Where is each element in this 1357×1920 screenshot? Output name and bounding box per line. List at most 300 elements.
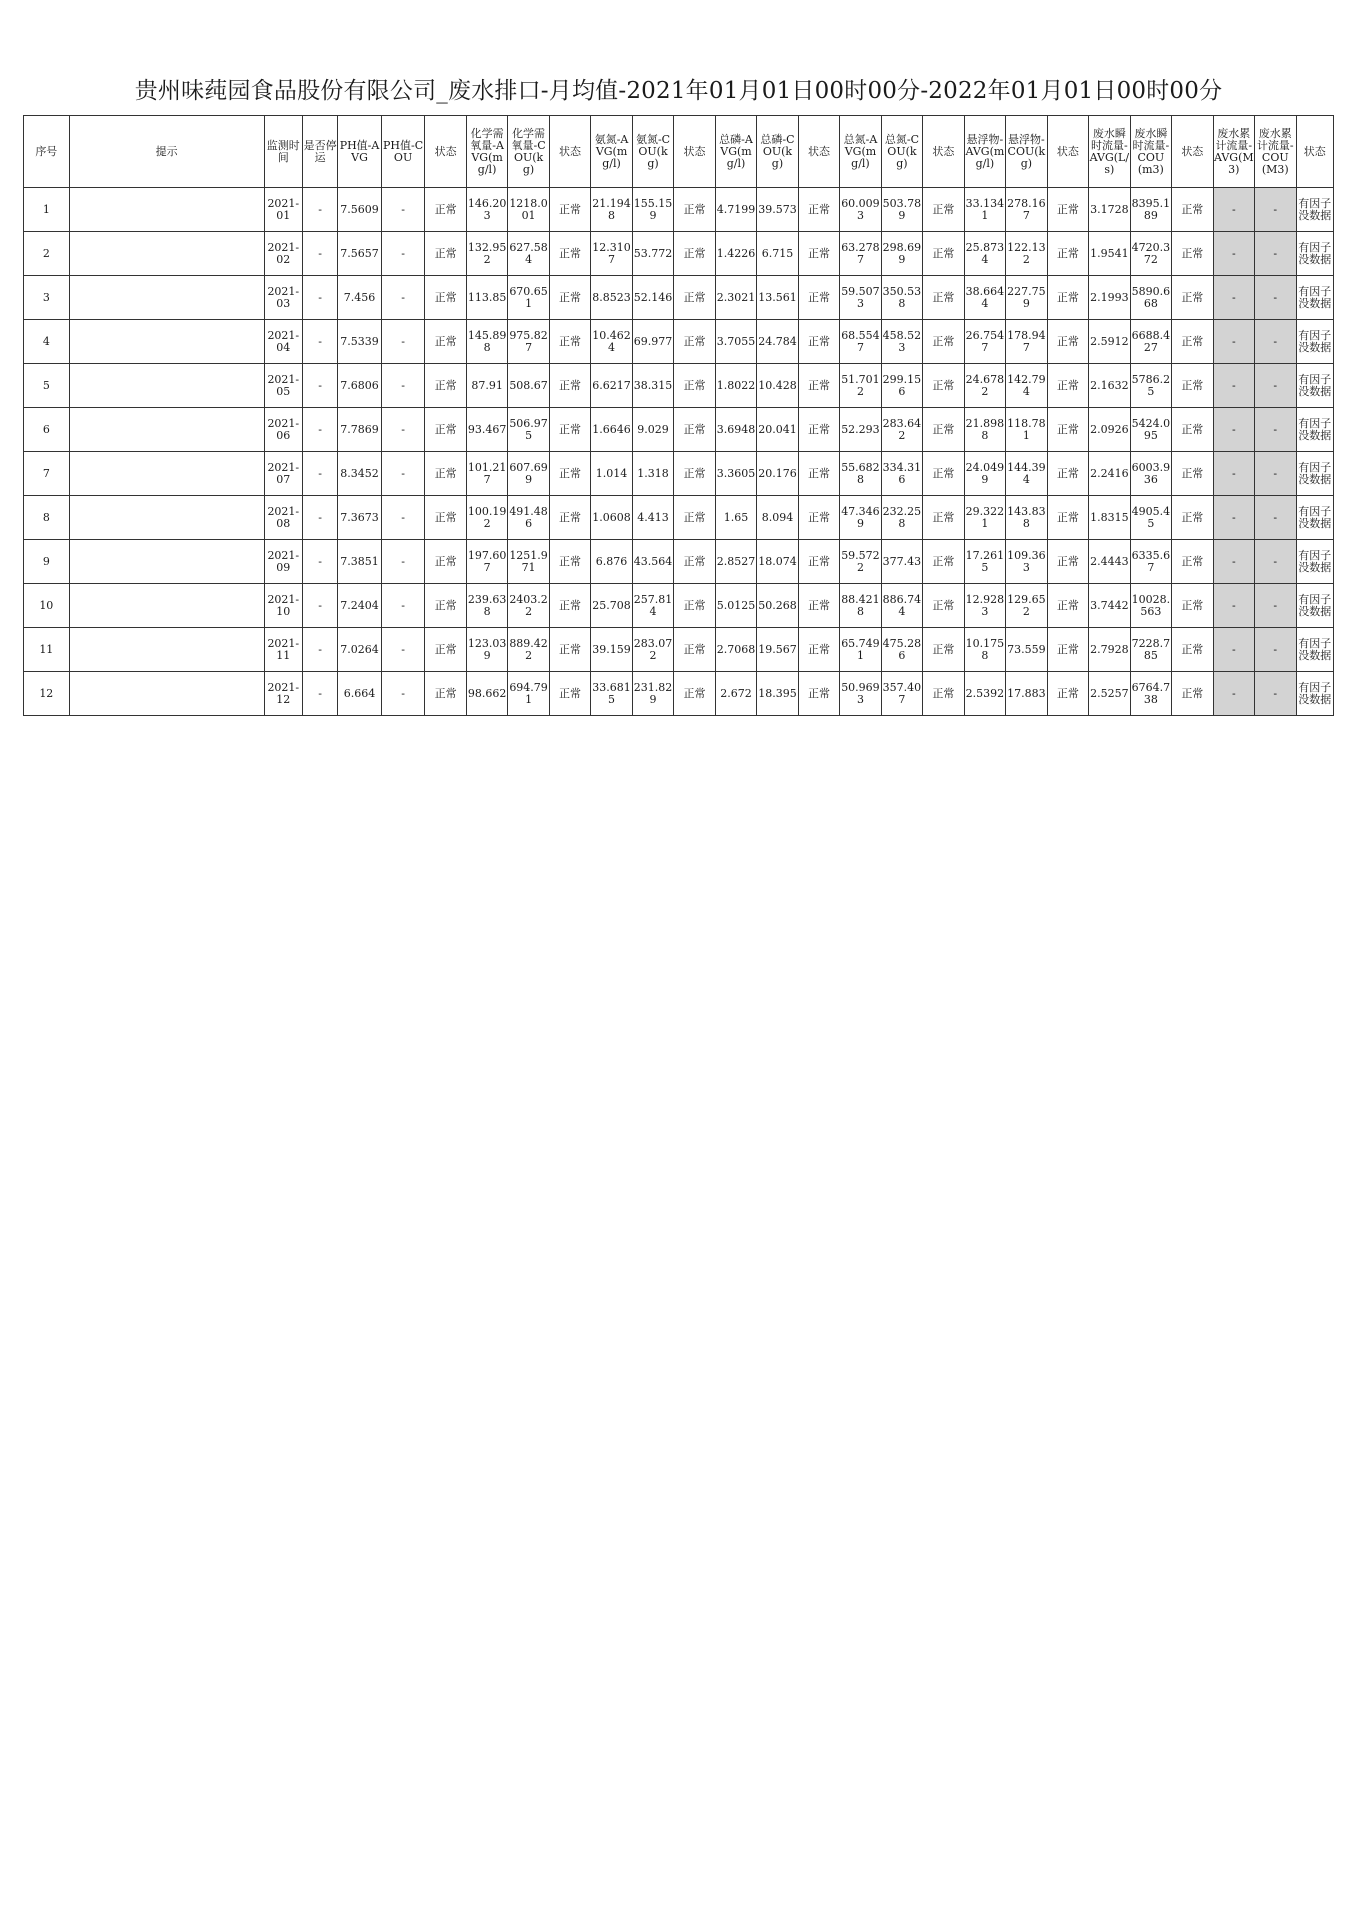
table-cell: 正常	[674, 584, 715, 628]
table-cell: 2.672	[715, 672, 756, 716]
table-cell: 正常	[1047, 628, 1088, 672]
table-cell: 正常	[1172, 628, 1213, 672]
table-cell: 正常	[549, 584, 590, 628]
table-cell: 2.8527	[715, 540, 756, 584]
table-cell: 正常	[1047, 320, 1088, 364]
table-cell: 60.0093	[840, 188, 881, 232]
table-cell: 正常	[549, 232, 590, 276]
table-cell: 2.2416	[1089, 452, 1130, 496]
table-cell: 正常	[923, 540, 964, 584]
table-cell: -	[1213, 364, 1254, 408]
table-cell: 8.8523	[591, 276, 632, 320]
column-header: 状态	[1047, 116, 1088, 188]
table-cell: 69.977	[632, 320, 673, 364]
table-cell: -	[1213, 496, 1254, 540]
table-cell: 12.9283	[964, 584, 1005, 628]
table-cell: 1251.971	[508, 540, 549, 584]
table-cell: -	[302, 540, 337, 584]
table-cell: 132.952	[466, 232, 507, 276]
table-cell: 正常	[1047, 496, 1088, 540]
table-cell: 52.146	[632, 276, 673, 320]
table-cell: 1	[24, 188, 70, 232]
table-cell: 25.8734	[964, 232, 1005, 276]
table-cell: 278.167	[1006, 188, 1047, 232]
table-cell: 6.6217	[591, 364, 632, 408]
table-cell: 正常	[549, 452, 590, 496]
table-cell: 正常	[425, 232, 466, 276]
table-cell: 2021-09	[264, 540, 302, 584]
table-cell: 63.2787	[840, 232, 881, 276]
table-cell: 889.422	[508, 628, 549, 672]
table-cell: 17.2615	[964, 540, 1005, 584]
table-cell: 正常	[549, 540, 590, 584]
table-cell: 正常	[425, 540, 466, 584]
table-cell: 2.1632	[1089, 364, 1130, 408]
table-cell: 正常	[549, 496, 590, 540]
table-cell: 155.159	[632, 188, 673, 232]
table-cell: 3.6948	[715, 408, 756, 452]
table-cell: 12	[24, 672, 70, 716]
table-cell: 2.5392	[964, 672, 1005, 716]
table-cell: 670.651	[508, 276, 549, 320]
table-cell: 197.607	[466, 540, 507, 584]
table-cell: 12.3107	[591, 232, 632, 276]
table-cell: 5	[24, 364, 70, 408]
column-header: 总氮-COU(kg)	[881, 116, 922, 188]
table-cell: 正常	[1172, 276, 1213, 320]
table-cell: -	[381, 408, 425, 452]
table-cell: -	[1255, 584, 1296, 628]
table-cell: -	[302, 584, 337, 628]
table-cell: 正常	[425, 672, 466, 716]
table-cell: 3.7055	[715, 320, 756, 364]
table-cell: 8.3452	[338, 452, 382, 496]
table-cell: 38.6644	[964, 276, 1005, 320]
table-cell: 有因子没数据	[1296, 672, 1333, 716]
table-row	[24, 408, 1334, 452]
table-cell: 2021-08	[264, 496, 302, 540]
table-cell: 87.91	[466, 364, 507, 408]
column-header: 废水瞬时流量-AVG(L/s)	[1089, 116, 1130, 188]
table-cell: -	[1213, 452, 1254, 496]
table-cell: 正常	[549, 188, 590, 232]
table-cell: 475.286	[881, 628, 922, 672]
table-cell: 1.9541	[1089, 232, 1130, 276]
table-row	[24, 276, 1334, 320]
table-cell: -	[302, 188, 337, 232]
table-cell: 53.772	[632, 232, 673, 276]
column-header: 废水累计流量-COU(M3)	[1255, 116, 1296, 188]
table-cell: 145.898	[466, 320, 507, 364]
table-cell: 18.074	[757, 540, 798, 584]
table-cell: 11	[24, 628, 70, 672]
table-cell: 2021-07	[264, 452, 302, 496]
table-cell: 正常	[798, 232, 839, 276]
column-header: 序号	[24, 116, 70, 188]
table-cell: -	[1255, 364, 1296, 408]
table-cell: 有因子没数据	[1296, 232, 1333, 276]
table-cell: 正常	[1047, 188, 1088, 232]
table-cell: 6.876	[591, 540, 632, 584]
table-cell: 24.784	[757, 320, 798, 364]
table-cell: 50.9693	[840, 672, 881, 716]
table-cell: 4905.45	[1130, 496, 1171, 540]
table-cell	[69, 672, 264, 716]
table-cell	[69, 364, 264, 408]
table-cell: 正常	[674, 408, 715, 452]
table-cell: 正常	[923, 628, 964, 672]
table-cell: 17.883	[1006, 672, 1047, 716]
table-cell: 2.4443	[1089, 540, 1130, 584]
table-cell: 2021-06	[264, 408, 302, 452]
table-cell: 24.0499	[964, 452, 1005, 496]
column-header: 监测时间	[264, 116, 302, 188]
table-cell: -	[302, 364, 337, 408]
table-cell: 正常	[1047, 276, 1088, 320]
table-cell: 19.567	[757, 628, 798, 672]
table-cell: 正常	[923, 232, 964, 276]
table-cell: 7.456	[338, 276, 382, 320]
table-cell: -	[381, 584, 425, 628]
table-cell: 4.7199	[715, 188, 756, 232]
column-header: 总磷-COU(kg)	[757, 116, 798, 188]
table-cell: 377.43	[881, 540, 922, 584]
table-cell: 5890.668	[1130, 276, 1171, 320]
column-header: 状态	[1296, 116, 1333, 188]
table-cell: -	[1213, 320, 1254, 364]
table-cell: 299.156	[881, 364, 922, 408]
table-cell: 51.7012	[840, 364, 881, 408]
table-row	[24, 496, 1334, 540]
table-cell: 694.791	[508, 672, 549, 716]
table-cell: 正常	[798, 276, 839, 320]
table-cell: -	[1255, 540, 1296, 584]
table-cell: 正常	[923, 672, 964, 716]
column-header: 状态	[1172, 116, 1213, 188]
table-cell: 有因子没数据	[1296, 320, 1333, 364]
table-cell: -	[381, 672, 425, 716]
table-cell: -	[1255, 496, 1296, 540]
table-cell: 33.6815	[591, 672, 632, 716]
table-cell: 68.5547	[840, 320, 881, 364]
table-cell: 2.0926	[1089, 408, 1130, 452]
table-cell: 正常	[798, 452, 839, 496]
table-cell: -	[381, 628, 425, 672]
column-header: 是否停运	[302, 116, 337, 188]
table-cell: 6003.936	[1130, 452, 1171, 496]
table-cell: 正常	[674, 496, 715, 540]
table-cell: 正常	[923, 452, 964, 496]
column-header: 化学需氧量-COU(kg)	[508, 116, 549, 188]
table-cell: -	[1213, 672, 1254, 716]
table-cell: 正常	[425, 496, 466, 540]
table-cell: 有因子没数据	[1296, 364, 1333, 408]
table-cell: 7.3673	[338, 496, 382, 540]
column-header: 提示	[69, 116, 264, 188]
table-cell: 142.794	[1006, 364, 1047, 408]
table-cell: 144.394	[1006, 452, 1047, 496]
table-cell: 975.827	[508, 320, 549, 364]
table-cell: -	[1255, 672, 1296, 716]
table-cell: 298.699	[881, 232, 922, 276]
table-cell: -	[1213, 188, 1254, 232]
table-cell: 122.132	[1006, 232, 1047, 276]
table-cell: 10.4624	[591, 320, 632, 364]
table-cell: -	[381, 320, 425, 364]
table-cell: 129.652	[1006, 584, 1047, 628]
table-cell: 7.2404	[338, 584, 382, 628]
table-cell: 7	[24, 452, 70, 496]
table-cell: 146.203	[466, 188, 507, 232]
table-cell: -	[302, 496, 337, 540]
table-cell: 503.789	[881, 188, 922, 232]
table-cell: -	[1255, 628, 1296, 672]
table-cell: 正常	[798, 672, 839, 716]
table-cell: 正常	[923, 496, 964, 540]
report-title: 贵州味莼园食品股份有限公司_废水排口-月均值-2021年01月01日00时00分-2022年01月01日00时00分	[134, 78, 1223, 104]
table-cell: 55.6828	[840, 452, 881, 496]
table-cell: 100.192	[466, 496, 507, 540]
table-cell: 607.699	[508, 452, 549, 496]
table-cell: -	[1213, 584, 1254, 628]
table-cell: 有因子没数据	[1296, 584, 1333, 628]
table-cell: 231.829	[632, 672, 673, 716]
table-cell	[69, 584, 264, 628]
table-cell: 458.523	[881, 320, 922, 364]
table-cell: 1218.001	[508, 188, 549, 232]
table-cell: 正常	[1172, 364, 1213, 408]
table-cell	[69, 188, 264, 232]
table-cell	[69, 496, 264, 540]
table-cell: 7.5339	[338, 320, 382, 364]
column-header: PH值-AVG	[338, 116, 382, 188]
table-cell: 2021-12	[264, 672, 302, 716]
table-cell: 正常	[549, 628, 590, 672]
table-cell: 5786.25	[1130, 364, 1171, 408]
table-cell: 1.318	[632, 452, 673, 496]
table-cell: 正常	[1172, 672, 1213, 716]
table-cell: 52.293	[840, 408, 881, 452]
table-cell: 正常	[798, 540, 839, 584]
table-cell: 1.8022	[715, 364, 756, 408]
table-cell: 正常	[674, 364, 715, 408]
table-cell: 232.258	[881, 496, 922, 540]
table-cell: 59.5073	[840, 276, 881, 320]
table-cell: 109.363	[1006, 540, 1047, 584]
table-cell: 正常	[923, 320, 964, 364]
table-cell: 10.428	[757, 364, 798, 408]
table-cell: 283.072	[632, 628, 673, 672]
table-cell: 38.315	[632, 364, 673, 408]
table-cell: 正常	[549, 364, 590, 408]
table-cell: 1.8315	[1089, 496, 1130, 540]
table-row	[24, 364, 1334, 408]
table-cell: -	[1255, 452, 1296, 496]
table-cell: 正常	[425, 628, 466, 672]
table-cell: 29.3221	[964, 496, 1005, 540]
table-cell: 73.559	[1006, 628, 1047, 672]
table-cell: 5.0125	[715, 584, 756, 628]
table-cell: 3.1728	[1089, 188, 1130, 232]
table-cell: 4	[24, 320, 70, 364]
table-cell: 2.1993	[1089, 276, 1130, 320]
table-cell: 正常	[1047, 672, 1088, 716]
column-header: 状态	[798, 116, 839, 188]
table-cell: 正常	[1047, 584, 1088, 628]
table-cell: 6335.67	[1130, 540, 1171, 584]
table-cell: -	[302, 628, 337, 672]
table-body	[24, 188, 1334, 716]
table-cell: -	[1255, 188, 1296, 232]
table-cell: 2.5912	[1089, 320, 1130, 364]
table-cell: 8395.189	[1130, 188, 1171, 232]
table-cell: 65.7491	[840, 628, 881, 672]
table-cell: 有因子没数据	[1296, 188, 1333, 232]
table-cell: -	[381, 496, 425, 540]
table-cell: -	[1213, 628, 1254, 672]
table-cell: -	[381, 276, 425, 320]
table-cell: 正常	[798, 364, 839, 408]
table-cell: 9	[24, 540, 70, 584]
table-cell: 118.781	[1006, 408, 1047, 452]
table-cell: 239.638	[466, 584, 507, 628]
table-cell: 正常	[923, 408, 964, 452]
table-cell: 10028.563	[1130, 584, 1171, 628]
table-cell: 正常	[549, 672, 590, 716]
table-cell: 257.814	[632, 584, 673, 628]
table-cell: 正常	[923, 276, 964, 320]
table-cell: 正常	[425, 584, 466, 628]
table-cell: 24.6782	[964, 364, 1005, 408]
table-cell: 2403.22	[508, 584, 549, 628]
table-cell: 1.014	[591, 452, 632, 496]
column-header: 氨氮-AVG(mg/l)	[591, 116, 632, 188]
table-cell: 10	[24, 584, 70, 628]
table-cell: 627.584	[508, 232, 549, 276]
table-cell: 50.268	[757, 584, 798, 628]
table-cell: 正常	[1172, 584, 1213, 628]
table-cell: 正常	[1172, 452, 1213, 496]
table-cell: 2.3021	[715, 276, 756, 320]
table-cell: 3.7442	[1089, 584, 1130, 628]
table-cell: -	[1213, 276, 1254, 320]
table-cell: 2.7928	[1089, 628, 1130, 672]
table-row	[24, 540, 1334, 584]
table-cell: 4.413	[632, 496, 673, 540]
table-cell: 88.4218	[840, 584, 881, 628]
table-cell: 正常	[425, 452, 466, 496]
table-row	[24, 584, 1334, 628]
table-cell: 正常	[798, 628, 839, 672]
table-cell: 正常	[425, 408, 466, 452]
table-cell: 正常	[798, 496, 839, 540]
table-cell: -	[302, 232, 337, 276]
table-cell: 1.6646	[591, 408, 632, 452]
table-cell: 7.3851	[338, 540, 382, 584]
table-cell: 334.316	[881, 452, 922, 496]
table-cell: 正常	[549, 320, 590, 364]
table-cell: 有因子没数据	[1296, 408, 1333, 452]
table-cell: 正常	[1172, 408, 1213, 452]
table-cell: -	[302, 452, 337, 496]
table-cell: 正常	[549, 276, 590, 320]
table-cell: 正常	[923, 188, 964, 232]
table-cell: 3.3605	[715, 452, 756, 496]
table-cell: 正常	[798, 584, 839, 628]
table-cell: 正常	[923, 584, 964, 628]
column-header: 状态	[674, 116, 715, 188]
table-cell: 正常	[1047, 232, 1088, 276]
table-cell: -	[302, 276, 337, 320]
table-cell: 4720.372	[1130, 232, 1171, 276]
table-cell: 98.662	[466, 672, 507, 716]
table-cell: 2021-04	[264, 320, 302, 364]
table-cell: 正常	[425, 276, 466, 320]
table-row	[24, 188, 1334, 232]
table-cell: -	[302, 672, 337, 716]
table-cell: 正常	[1172, 320, 1213, 364]
table-cell: 2021-03	[264, 276, 302, 320]
table-cell: 正常	[674, 540, 715, 584]
table-cell: 6	[24, 408, 70, 452]
table-cell: 33.1341	[964, 188, 1005, 232]
table-cell: 正常	[1047, 408, 1088, 452]
column-header: 悬浮物-COU(kg)	[1006, 116, 1047, 188]
table-cell	[69, 320, 264, 364]
table-cell: 正常	[1047, 540, 1088, 584]
table-cell: 39.573	[757, 188, 798, 232]
table-cell: 有因子没数据	[1296, 276, 1333, 320]
table-cell: 508.67	[508, 364, 549, 408]
column-header: 废水累计流量-AVG(M3)	[1213, 116, 1254, 188]
column-header: 化学需氧量-AVG(mg/l)	[466, 116, 507, 188]
table-cell: 正常	[674, 276, 715, 320]
table-cell: 1.4226	[715, 232, 756, 276]
table-cell: 47.3469	[840, 496, 881, 540]
table-cell: 506.975	[508, 408, 549, 452]
table-cell: 21.8988	[964, 408, 1005, 452]
table-cell: 正常	[1172, 496, 1213, 540]
table-cell: -	[381, 452, 425, 496]
table-cell: 正常	[798, 408, 839, 452]
table-cell: 1.65	[715, 496, 756, 540]
table-cell: 正常	[674, 452, 715, 496]
table-cell: 正常	[674, 188, 715, 232]
table-cell: 283.642	[881, 408, 922, 452]
table-cell: 正常	[1172, 232, 1213, 276]
table-cell: 2	[24, 232, 70, 276]
table-cell: 正常	[798, 188, 839, 232]
table-cell: 8	[24, 496, 70, 540]
column-header: 状态	[923, 116, 964, 188]
table-cell: -	[1255, 232, 1296, 276]
table-cell: 7.5609	[338, 188, 382, 232]
table-cell: 正常	[425, 188, 466, 232]
table-row	[24, 628, 1334, 672]
table-header	[24, 116, 1334, 188]
table-cell: 正常	[674, 628, 715, 672]
table-cell: 正常	[1047, 452, 1088, 496]
header-row	[24, 116, 1334, 188]
table-cell: 正常	[1047, 364, 1088, 408]
table-cell: 93.467	[466, 408, 507, 452]
table-cell: 18.395	[757, 672, 798, 716]
table-cell: 10.1758	[964, 628, 1005, 672]
table-cell: 886.744	[881, 584, 922, 628]
table-cell: -	[1213, 408, 1254, 452]
table-cell: -	[1213, 232, 1254, 276]
table-cell: -	[1255, 408, 1296, 452]
